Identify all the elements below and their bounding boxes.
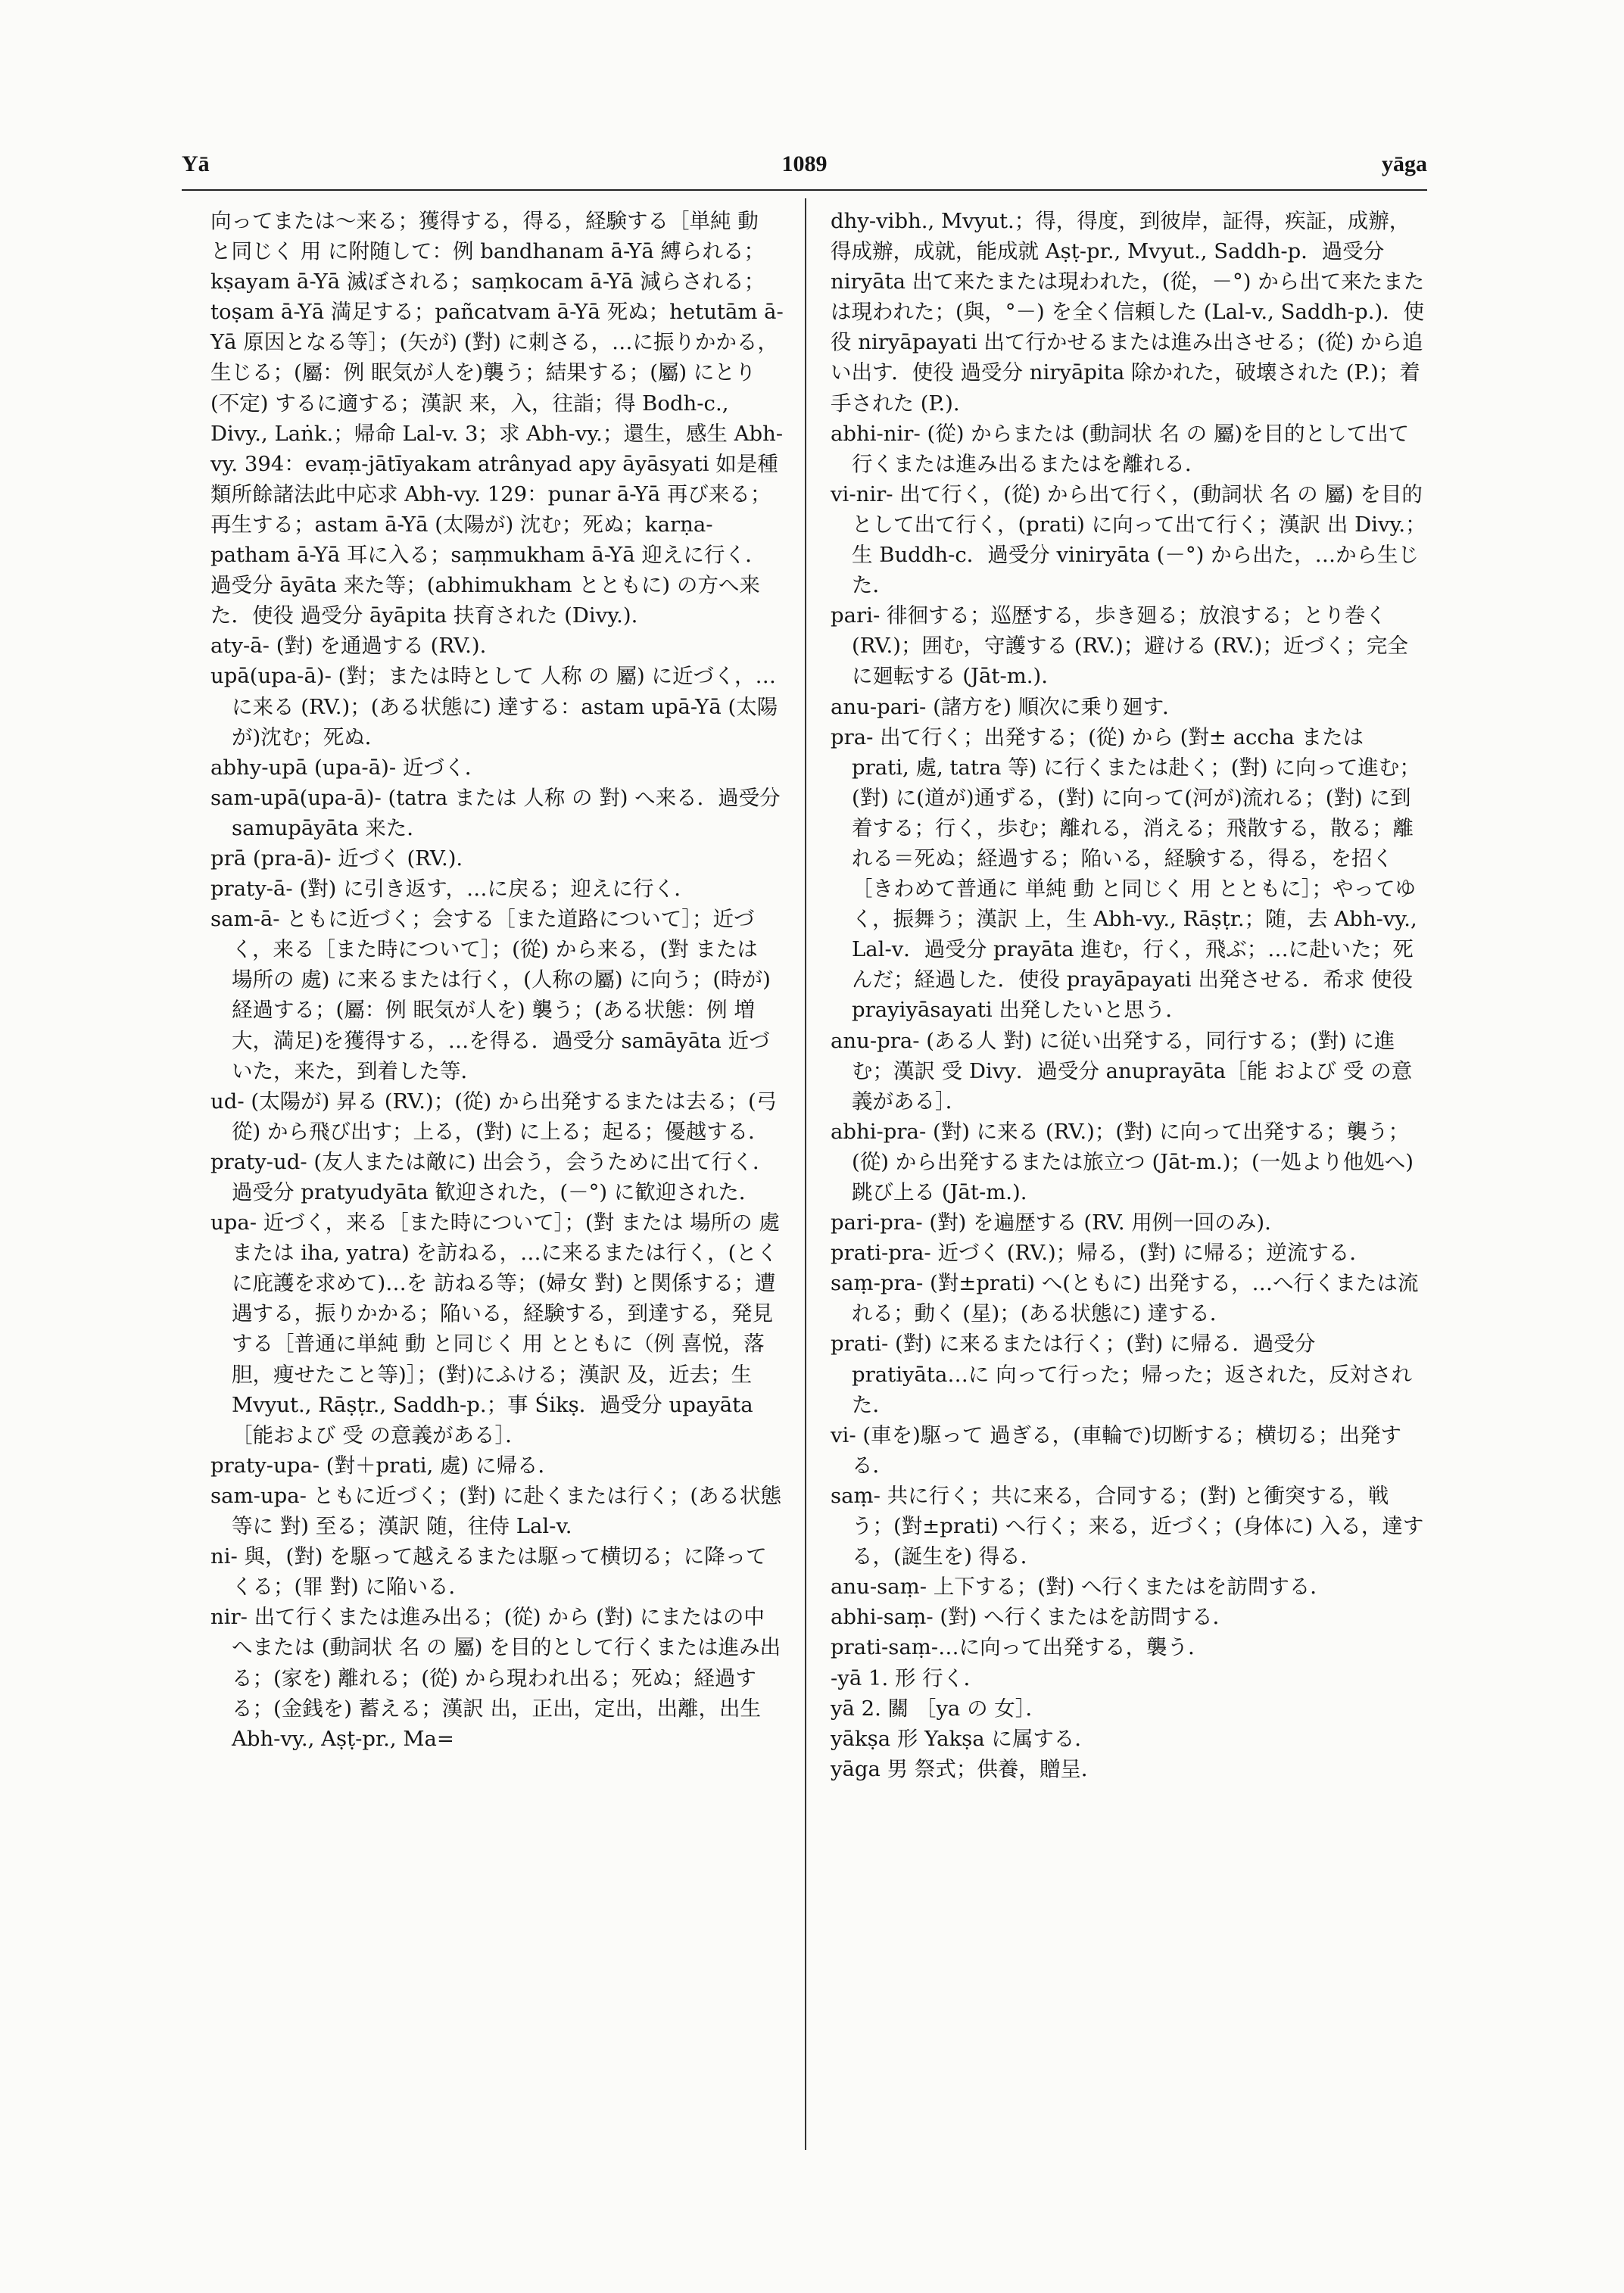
- dictionary-entry: vi- (車を)駆って 過ぎる，(車輪で)切断する；横切る；出発する．: [831, 1422, 1402, 1478]
- dictionary-entry: ud- (太陽が) 昇る (RV.)；(從) から出発するまたは去る；(弓 從) から飛び出す；上る，(對) に上る；起る；優越する．: [210, 1089, 778, 1144]
- dictionary-entry: praty-ā- (對) に引き返す，…に戻る；迎えに行く．: [210, 877, 695, 902]
- dictionary-entry: saṃ- 共に行く；共に来る，合同する；(對) と衝突する，戦う；(對±prati) へ行く；来る，近づく；(身体に) 入る，達する，(誕生を) 得る．: [831, 1483, 1424, 1569]
- dictionary-entry: 向ってまたは〜来る；獲得する，得る，経験する［単純 動 と同じく 用 に附随して：例 bandhanam ā-Yā 縛られる；kṣayam ā-Yā 滅ぼされる；saṃkocam ā-Yā 減らされる；toṣam ā-Yā 満足する；pañcatvam ā-Yā 死ぬ；hetutām ā-Yā 原因となる等］；(矢が) (對) に刺さる，…に振りかかる，生じる；(屬：例 眠気が人を)襲う；結果する；(屬) にとり (不定) するに適する；漢訳 来，入，往詣；得 Bodh-c., Divy., Laṅk.；帰命 Lal-v. 3；求 Abh-vy.；還生，感生 Abh-vy. 394：evaṃ-jātīyakam atrânyad apy āyāsyati 如是種類所餘諸法此中応求 Abh-vy. 129：punar ā-Yā 再び来る；再生する；astam ā-Yā (太陽が) 沈む；死ぬ；karṇa-patham ā-Yā 耳に入る；saṃmukham ā-Yā 迎えに行く．過受分 āyāta 来た等；(abhimukham とともに) の方へ来た．使役 過受分 āyāpita 扶育された (Divy.).: [210, 209, 784, 628]
- page-header: [182, 151, 1427, 185]
- dictionary-entry: abhi-nir- (從) からまたは (動詞状 名 の 屬)を目的として出て行くまたは進み出るまたはを離れる．: [831, 421, 1410, 476]
- dictionary-entry: sam-ā- ともに近づく；会する［また道路について］；近づく，来る［また時について］；(從) から来る，(對 または 場所の 處) に来るまたは行く，(人称の屬) に向う；(時が) 経過する；(屬：例 眠気が人を) 襲う；(ある状態：例 増大，満足)を獲得する，…を得る．過受分 samāyāta 近づいた，来た，到着した等．: [210, 907, 771, 1083]
- dictionary-entry: anu-pra- (ある人 對) に従い出発する，同行する；(對) に進む；漢訳 受 Divy．過受分 anuprayāta［能 および 受 の意義がある］．: [831, 1028, 1413, 1114]
- right-column: [831, 206, 1427, 1784]
- header-right-guide-word: yāga: [1382, 151, 1427, 176]
- dictionary-entry: vi-nir- 出て行く，(從) から出て行く，(動詞状 名 の 屬) を目的として出て行く，(prati) に向って出て行く；漢訳 出 Divy.；生 Buddh-c．過受分 viniryāta (－°) から出た，…から生じた．: [831, 481, 1426, 598]
- dictionary-entry: yākṣa 形 Yakṣa に属する．: [831, 1726, 1096, 1751]
- dictionary-entry: abhi-saṃ- (對) へ行くまたはを訪問する．: [831, 1605, 1234, 1630]
- dictionary-entry: prā (pra-ā)- 近づく (RV.).: [210, 846, 463, 871]
- dictionary-entry: yāga 男 祭式；供養，贈呈．: [831, 1756, 1102, 1781]
- dictionary-entry: nir- 出て行くまたは進み出る；(從) から (對) にまたはの中へまたは (動詞状 名 の 屬) を目的として行くまたは進み出る；(家を) 離れる；(從) から現われ出る；死ぬ；経過する；(金銭を) 蓄える；漢訳 出，正出，定出，出離，出生 Abh-vy., Aṣṭ-pr., Ma=: [210, 1605, 781, 1751]
- dictionary-entry: upa- 近づく，来る［また時について］；(對 または 場所の 處 または iha, yatra) を訪ねる，…に来るまたは行く，(とくに庇護を求めて)…を 訪ねる等；(婦女 對) と関係する；遭遇する，振りかかる；陥いる，経験する，到達する，発見する［普通に単純 動 と同じく 用 とともに（例 喜悦，落胆，痩せたこと等)］；(對)にふける；漢訳 及，近去；生 Mvyut., Rāṣṭr., Saddh-p.；事 Śikṣ．過受分 upayāta［能および 受 の意義がある］．: [210, 1210, 780, 1447]
- dictionary-entry: -yā 1. 形 行く．: [831, 1665, 985, 1690]
- dictionary-entry: prati- (對) に来るまたは行く；(對) に帰る．過受分 pratiyāta…に 向って行った；帰った；返された，反対された．: [831, 1332, 1413, 1417]
- column-divider: [805, 198, 806, 2150]
- dictionary-entry: abhy-upā (upa-ā)- 近づく．: [210, 755, 486, 780]
- dictionary-entry: abhi-pra- (對) に来る (RV.)；(對) に向って出発する；襲う；(從) から出発するまたは旅立つ (Jāt-m.)；(一処より他処へ) 跳び上る (Jāt-m.).: [831, 1119, 1414, 1204]
- dictionary-entry: praty-ud- (友人または敵に) 出会う，会うために出て行く．過受分 pratyudyāta 歓迎された，(－°) に歓迎された．: [210, 1149, 774, 1204]
- dictionary-entry: aty-ā- (對) を通過する (RV.).: [210, 634, 487, 659]
- dictionary-entry: prati-saṃ-…に向って出発する，襲う．: [831, 1635, 1209, 1660]
- dictionary-entry: ni- 與，(對) を駆って越えるまたは駆って横切る；に降ってくる；(罪 對) に陥いる．: [210, 1544, 767, 1600]
- dictionary-entry: prati-pra- 近づく (RV.)；帰る，(對) に帰る；逆流する．: [831, 1241, 1370, 1266]
- dictionary-entry: sam-upa- ともに近づく；(對) に赴くまたは行く；(ある状態等に 對) 至る；漢訳 随，往侍 Lal-v.: [210, 1483, 782, 1539]
- dictionary-entry: pari-pra- (對) を遍歴する (RV. 用例一回のみ).: [831, 1210, 1271, 1235]
- dictionary-entry: anu-pari- (諸方を) 順次に乗り廻す．: [831, 694, 1183, 719]
- dictionary-entry: saṃ-pra- (對±prati) へ(ともに) 出発する，…へ行くまたは流れる；動く (星)；(ある状態に) 達する．: [831, 1271, 1419, 1326]
- dictionary-entry: anu-saṃ- 上下する；(對) へ行くまたはを訪問する．: [831, 1575, 1331, 1600]
- dictionary-entry: dhy-vibh., Mvyut.；得，得度，到彼岸，証得，疾証，成辦，得成辦，成就，能成就 Aṣṭ-pr., Mvyut., Saddh-p．過受分 niryāta 出て来たまたは現われた，(從，－°) から出て来たまたは現われた；(與，°－) を全く信頼した (Lal-v., Saddh-p.)．使役 niryāpayati 出て行かせるまたは進み出させる；(從) から追い出す．使役 過受分 niryāpita 除かれた，破壊された (P.)；着手された (P.).: [831, 209, 1425, 416]
- header-left-guide-word: Yā: [182, 151, 210, 176]
- page-number: 1089: [781, 151, 828, 176]
- dictionary-entry: pari- 徘徊する；巡歴する，歩き廻る；放浪する；とり巻く (RV.)；囲む，守護する (RV.)；避ける (RV.)；近づく；完全に廻転する (Jāt-m.).: [831, 603, 1408, 689]
- dictionary-entry: praty-upa- (對＋prati, 處) に帰る．: [210, 1453, 559, 1478]
- left-column: [210, 206, 784, 1754]
- dictionary-entry: sam-upā(upa-ā)- (tatra または 人称 の 對) へ来る．過受分 samupāyāta 来た．: [210, 785, 781, 840]
- dictionary-entry: yā 2. 關 ［ya の 女］．: [831, 1696, 1047, 1721]
- dictionary-entry: upā(upa-ā)- (對；または時として 人称 の 屬) に近づく，…に来る (RV.)；(ある状態に) 達する：astam upā-Yā (太陽が)沈む；死ぬ．: [210, 664, 778, 749]
- header-rule: [182, 189, 1427, 191]
- dictionary-entry: pra- 出て行く；出発する；(從) から (對± accha または prati, 處, tatra 等) に行くまたは赴く；(對) に向って進む；(對) に(道が)通ずる，(對) に向って(河が)流れる；(對) に到着する；行く，歩む；離れる，消える；飛散する，散る；離れる＝死ぬ；経過する；陥いる，経験する，得る，を招く［きわめて普通に 単純 動 と同じく 用 とともに］；やってゆく，振舞う；漢訳 上，生 Abh-vy., Rāṣṭr.；随，去 Abh-vy., Lal-v．過受分 prayāta 進む，行く，飛ぶ；…に赴いた；死んだ；経過した．使役 prayāpayati 出発させる．希求 使役 prayiyāsayati 出発したいと思う．: [831, 724, 1420, 1023]
